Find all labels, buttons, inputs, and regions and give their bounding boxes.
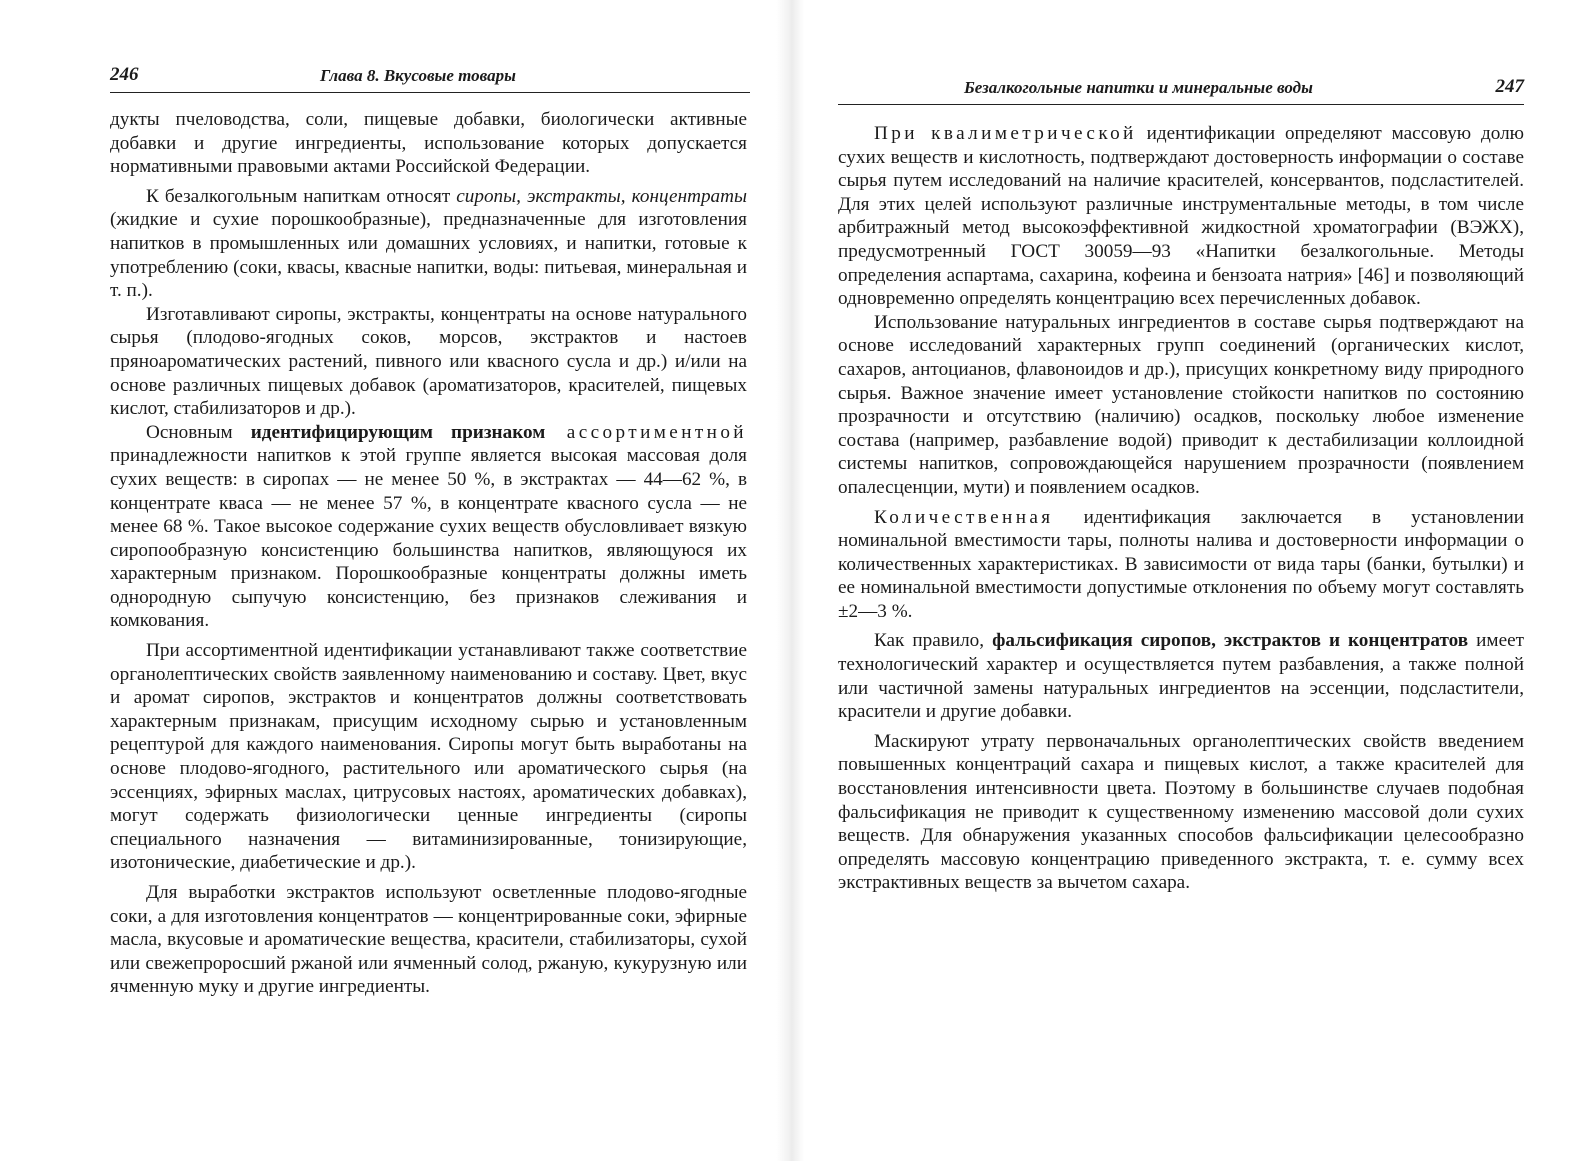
text-run: (жидкие и сухие порошкообразные), предназначенные для изготовления напитков в промышленных или домашних условиях, и напитки, готовые к употреблению (соки, квасы, квасные напитки, воды: питьевая, минеральная и т. п.).: [110, 209, 747, 302]
running-head: Глава 8. Вкусовые товары: [320, 66, 516, 85]
paragraph: [838, 122, 1524, 311]
text-run: имеет технологический характер и осуществляется путем разбавления, а также полной или частичной замены натуральных ингредиентов на эссенции, подсластители, красители и другие добавки.: [838, 630, 1524, 723]
paragraph: дукты пчеловодства, соли, пищевые добавки, биологически активные добавки и другие ингредиенты, использование которых допускается нормативными правовыми актами Российской Федерации.: [110, 109, 747, 178]
text-run: К безалкогольным напиткам относят: [146, 185, 457, 207]
running-head: Безалкогольные напитки и минеральные воды: [964, 78, 1313, 97]
text-run: идентификация заключается в установлении номинальной вместимости тары, полноты налива и достоверности информации о количественных характеристиках. В зависимости от вида тары (банки, бутылки) и ее номинальной вместимости допустимые отклонения по объему могут составлять ±2—3 %.: [838, 506, 1524, 622]
right-page-header: [838, 70, 1524, 105]
spaced-term: Количественная: [874, 506, 1054, 528]
spaced-term: При квалиметрической: [874, 123, 1137, 144]
bold-term: фальсификация сиропов, экстрактов и концентратов: [992, 630, 1469, 652]
page-number: 247: [1495, 76, 1524, 97]
paragraph: [838, 629, 1524, 723]
paragraph: [110, 185, 747, 303]
text-run: идентификации определяют массовую долю сухих веществ и кислотность, подтверждают достоверность информации о составе сырья путем исследований на наличие красителей, консервантов, подсластителей. Для этих целей используют различные инструментальные методы, в том числе арбитражный метод высокоэффективной жидкостной хроматографии (ВЭЖХ), предусмотренный ГОСТ 30059—93 «Напитки безалкогольные. Методы определения аспартама, сахарина, кофеина и бензоата натрия» [46] и позволяющий одновременно определять концентрацию всех перечисленных добавок.: [838, 123, 1524, 310]
paragraph: Маскируют утрату первоначальных органолептических свойств введением повышенных концентраций сахара и пищевых кислот, а также красителей для восстановления интенсивности цвета. Поэтому в большинстве случаев подобная фальсификация не приводит к существенному изменению массовой доли сухих веществ. Для обнаружения указанных способов фальсификации целесообразно определять массовую концентрацию приведенного экстракта, т. е. сумму всех экстрактивных веществ за вычетом сахара.: [838, 730, 1524, 894]
bold-term: идентифицирующим признаком: [250, 421, 546, 443]
paragraph: [838, 506, 1524, 624]
left-page-body: [110, 108, 747, 999]
paragraph: Изготавливают сиропы, экстракты, концентраты на основе натурального сырья (плодово-ягодных соков, морсов, экстрактов и настоев пряноароматических растений, пивного или квасного сусла и др.) и/или на основе различных пищевых добавок (ароматизаторов, красителей, пищевых кислот, стабилизаторов и др.).: [110, 303, 747, 420]
text-run: Основным: [146, 421, 251, 443]
right-page-body: [838, 122, 1524, 895]
paragraph: Для выработки экстрактов используют осветленные плодово-ягодные соки, а для изготовления концентратов — концентрированные соки, эфирные масла, вкусовые и ароматические вещества, красители, стабилизаторы, сухой или свежепроросший ржаной или ячменный солод, ржаную, кукурузную или ячменную муку и другие ингредиенты.: [110, 882, 747, 998]
paragraph: Использование натуральных ингредиентов в составе сырья подтверждают на основе исследований характерных групп соединений (органических кислот, сахаров, антоцианов, флавоноидов и др.), присущих конкретному виду природного сырья. Важное значение имеет установление стойкости напитков по состоянию прозрачности и отсутствию (наличию) осадков, поскольку любое изменение состава (например, разбавление водой) приводит к дестабилизации коллоидной системы напитков, сопровождающейся нарушением прозрачности (появлением опалесценции, мути) и появлением осадков.: [838, 311, 1524, 498]
page-number: 246: [110, 64, 139, 85]
italic-term: сиропы, экстракты, концентраты: [456, 185, 747, 207]
text-run: принадлежности напитков к этой группе является высокая массовая доля сухих веществ: в сиропах — не менее 50 %, в экстрактах — 44—62 %, в концентрате кваса — не менее 57 %, в концентрате квасного сусла — не менее 68 %. Такое высокое содержание сухих веществ обусловливает вязкую сиропообразную консистенцию большинства напитков, являющуюся их характерным признаком. Порошкообразные концентраты должны иметь однородную сыпучую консистенцию, без признаков слеживания и комкования.: [110, 445, 747, 632]
left-page-header: [110, 58, 750, 93]
paragraph: [110, 421, 747, 633]
right-page: [790, 0, 1569, 1161]
text-run: Как правило,: [874, 630, 993, 652]
spaced-term: ассортиментной: [545, 421, 747, 443]
paragraph: При ассортиментной идентификации устанавливают также соответствие органолептических свойств заявленному наименованию и составу. Цвет, вкус и аромат сиропов, экстрактов и концентратов должны соответствовать характерным признакам, присущим исходному сырью и установленным рецептурой для каждого наименования. Сиропы могут быть выработаны на основе плодово-ягодного, растительного или ароматического сырья (на эссенциях, эфирных маслах, цитрусовых настоях, ароматических добавках), могут содержать физиологически ценные ингредиенты (сиропы специального назначения — витаминизированные, тонизирующие, изотонические, диабетические и др.).: [110, 640, 747, 874]
